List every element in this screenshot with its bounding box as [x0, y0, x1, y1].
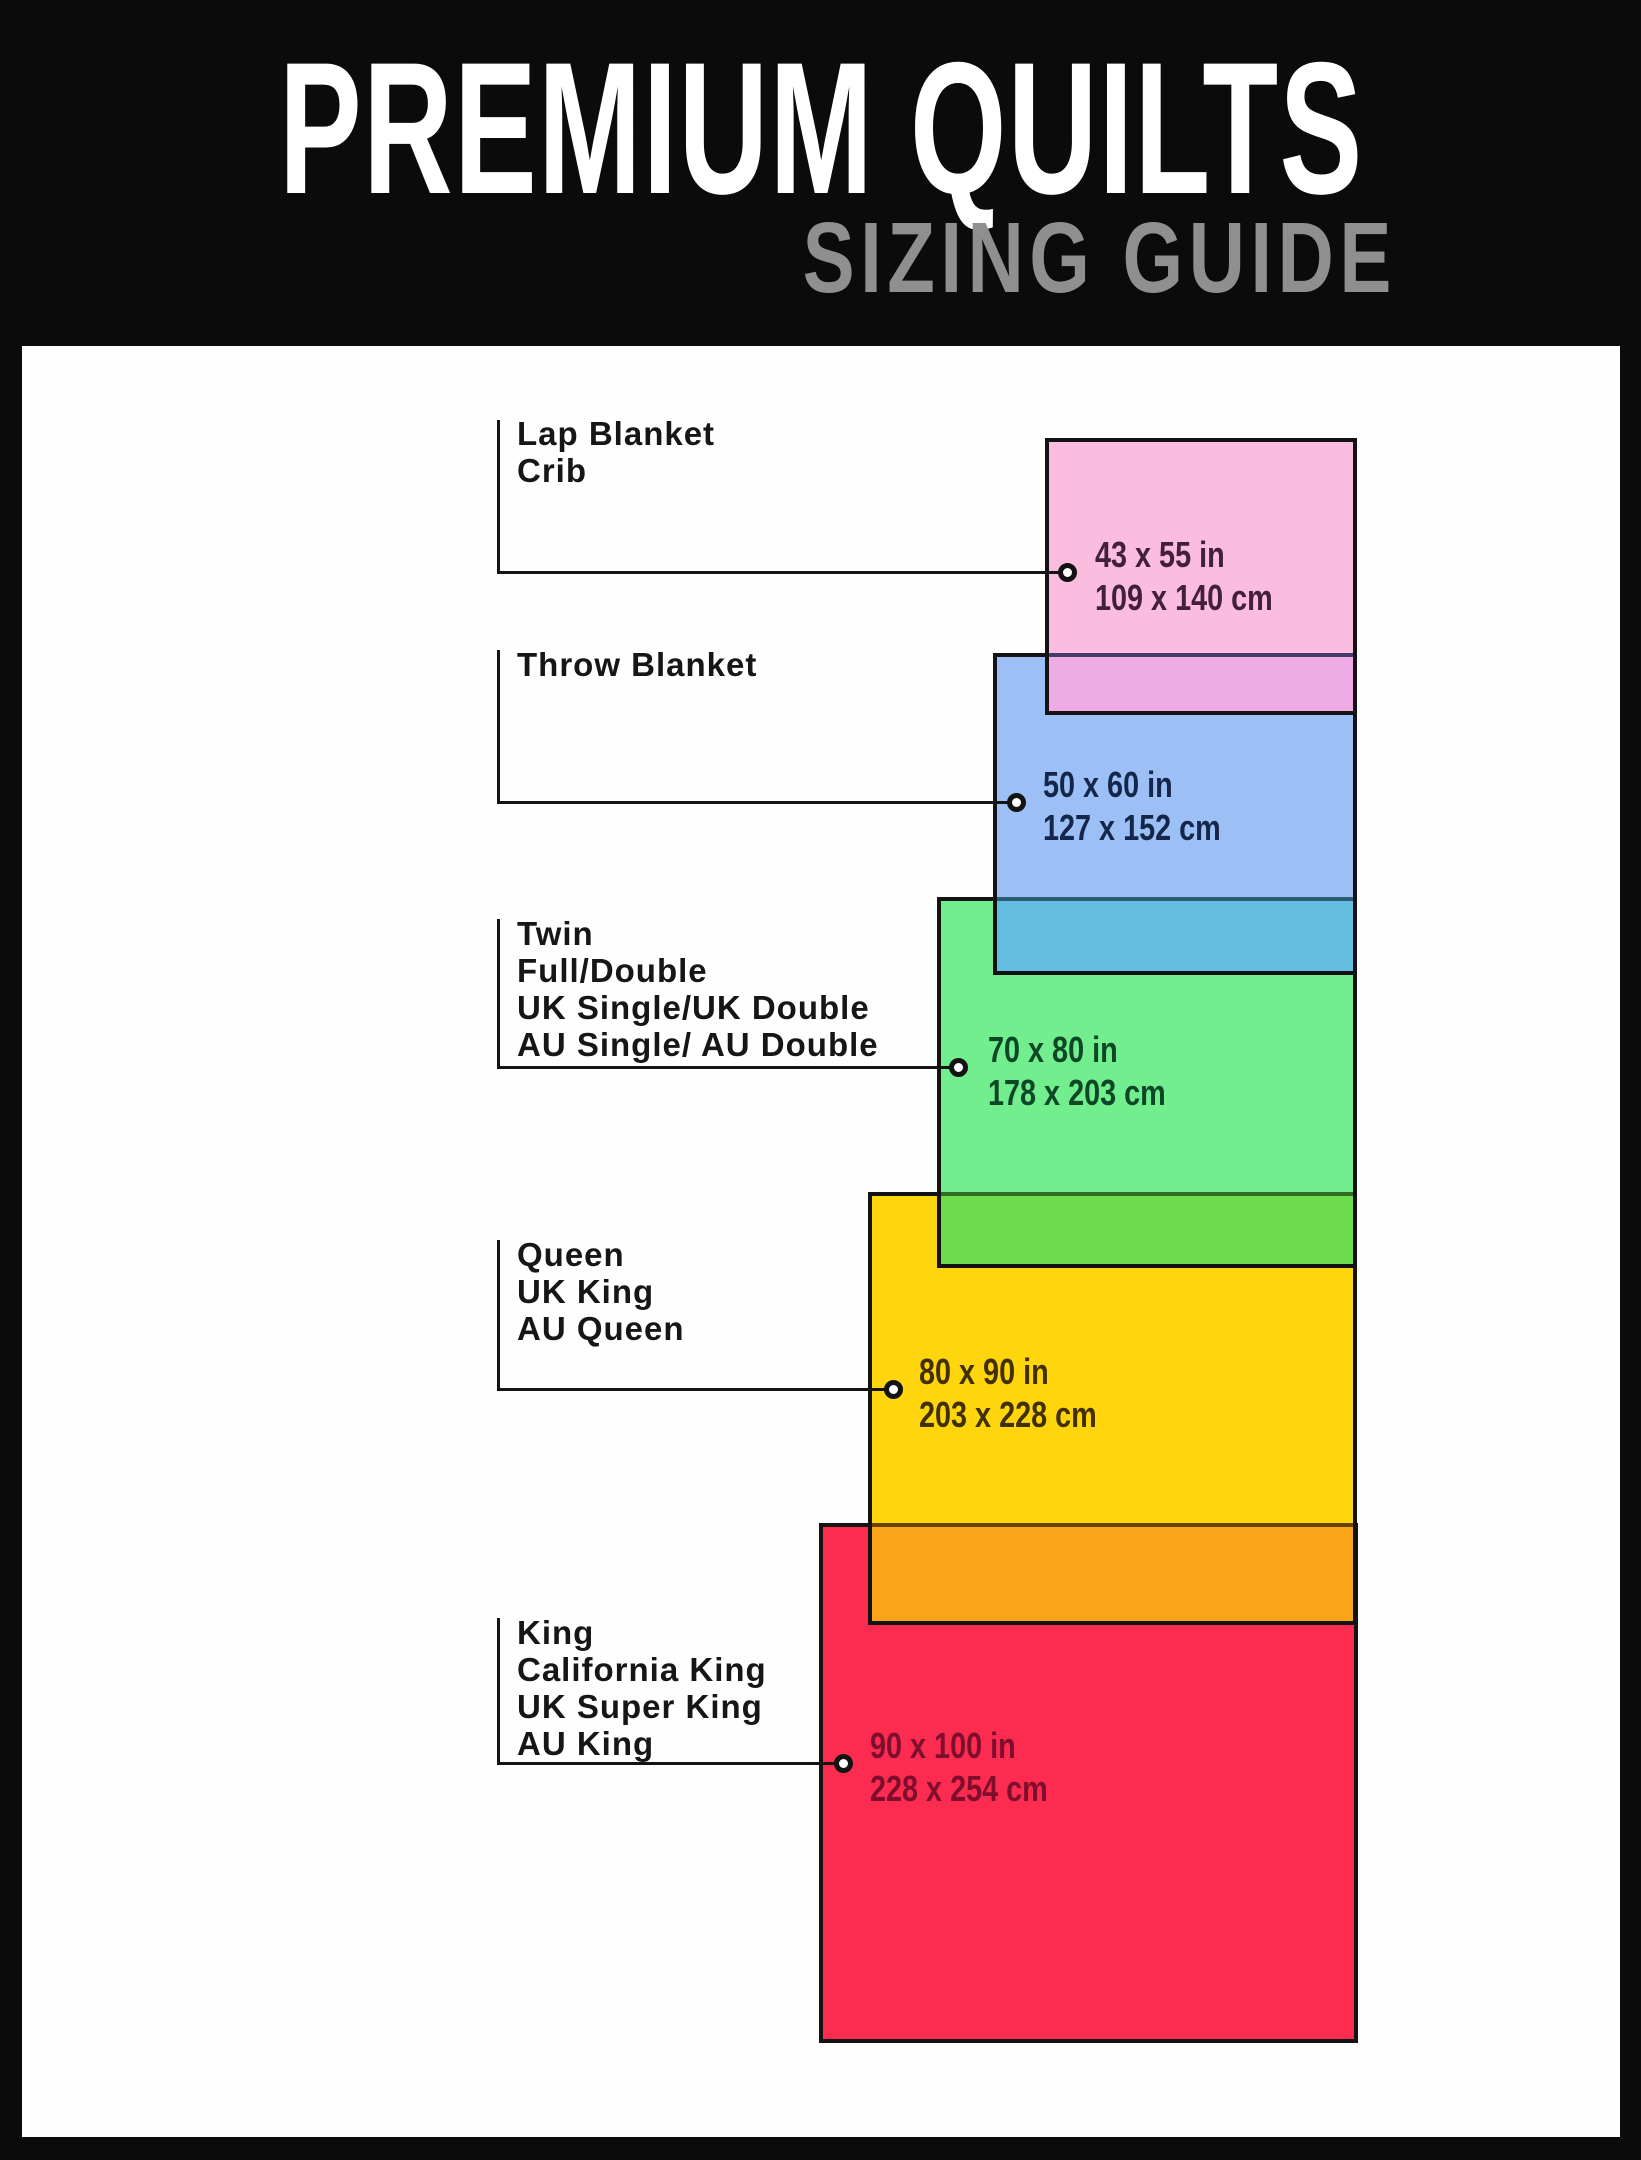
label-lap-crib: [517, 415, 715, 489]
leader-dot-icon-twin: [949, 1058, 968, 1077]
label-king: [517, 1614, 767, 1762]
label-line: UK King: [517, 1273, 655, 1310]
dims-inches: 90 x 100 in: [870, 1725, 1016, 1766]
leader-dot-icon-throw: [1007, 793, 1026, 812]
label-line: UK Super King: [517, 1688, 763, 1725]
dims-inches: 80 x 90 in: [919, 1351, 1049, 1392]
leader-vline-lap-crib: [497, 420, 500, 573]
leader-vline-twin: [497, 919, 500, 1068]
dims-twin: [988, 1028, 1166, 1114]
leader-hline-lap-crib: [497, 571, 1069, 574]
leader-vline-king: [497, 1618, 500, 1764]
leader-dot-icon-queen: [884, 1380, 903, 1399]
leader-dot-icon-king: [834, 1754, 853, 1773]
overlap-band-throw-twin: [997, 897, 1353, 971]
leader-hline-twin: [497, 1066, 959, 1069]
dims-king: [870, 1724, 1048, 1810]
label-line: Queen: [517, 1236, 625, 1273]
dims-cm: 178 x 203 cm: [988, 1072, 1166, 1113]
label-line: Throw Blanket: [517, 646, 758, 683]
leader-hline-queen: [497, 1388, 894, 1391]
label-line: Lap Blanket: [517, 415, 716, 452]
label-line: AU King: [517, 1725, 655, 1762]
overlap-band-twin-queen: [941, 1192, 1353, 1264]
dims-inches: 43 x 55 in: [1095, 534, 1225, 575]
dims-cm: 228 x 254 cm: [870, 1768, 1048, 1809]
label-line: King: [517, 1614, 595, 1651]
overlap-band-lap-throw: [1049, 653, 1353, 711]
dims-throw: [1043, 763, 1221, 849]
page-subtitle: SIZING GUIDE: [802, 202, 1397, 314]
page-title: PREMIUM QUILTS: [278, 23, 1364, 233]
dims-inches: 50 x 60 in: [1043, 764, 1173, 805]
overlap-band-queen-king: [872, 1523, 1353, 1621]
dims-cm: 127 x 152 cm: [1043, 807, 1221, 848]
leader-hline-throw: [497, 801, 1017, 804]
dims-queen: [919, 1350, 1097, 1436]
label-line: UK Single/UK Double: [517, 989, 870, 1026]
dims-cm: 109 x 140 cm: [1095, 577, 1273, 618]
label-line: AU Single/ AU Double: [517, 1026, 879, 1063]
label-queen: [517, 1236, 685, 1347]
header: [0, 0, 1641, 346]
label-line: Crib: [517, 452, 587, 489]
leader-hline-king: [497, 1762, 844, 1765]
leader-vline-throw: [497, 650, 500, 803]
label-line: Full/Double: [517, 952, 708, 989]
label-line: AU Queen: [517, 1310, 685, 1347]
label-line: Twin: [517, 915, 594, 952]
leader-vline-queen: [497, 1240, 500, 1390]
dims-cm: 203 x 228 cm: [919, 1394, 1097, 1435]
label-twin: [517, 915, 879, 1063]
dims-lap-crib: [1095, 533, 1273, 619]
leader-dot-icon-lap-crib: [1058, 563, 1077, 582]
label-line: California King: [517, 1651, 767, 1688]
label-throw: [517, 646, 757, 683]
dims-inches: 70 x 80 in: [988, 1029, 1118, 1070]
